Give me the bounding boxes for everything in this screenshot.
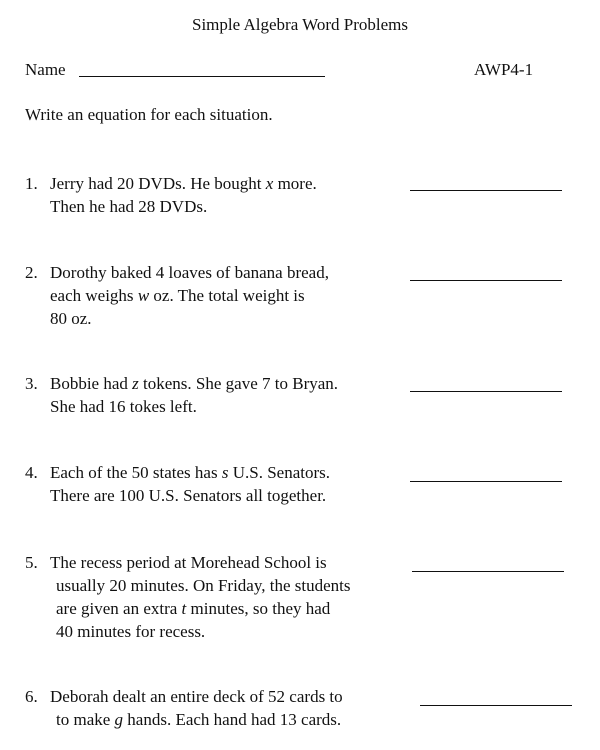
problem-3 [25, 372, 338, 418]
problem-text: There are 100 U.S. Senators all together. [50, 486, 327, 505]
problem-1-line-2 [25, 195, 317, 218]
problem-text: Bobbie had [50, 374, 133, 393]
problem-3-line-1 [25, 372, 338, 395]
variable-symbol: x [265, 174, 274, 193]
problem-text: minutes, so they had [186, 599, 331, 618]
problem-number: 4. [25, 463, 38, 482]
name-label: Name [25, 60, 66, 79]
problem-2-line-3 [25, 307, 329, 330]
variable-symbol: z [132, 374, 139, 393]
name-blank-line [79, 76, 325, 77]
problem-5-line-3 [25, 597, 351, 620]
problem-4-line-1 [25, 461, 330, 484]
problem-text: each weighs [50, 286, 138, 305]
problem-3-line-2 [25, 395, 338, 418]
variable-symbol: g [114, 710, 124, 729]
worksheet-code: AWP4-1 [474, 60, 534, 79]
problem-6-line-2 [25, 708, 343, 731]
problem-number: 6. [25, 687, 38, 706]
problem-6 [25, 685, 343, 731]
problem-text: Each of the 50 states has [50, 463, 222, 482]
problem-text: She had 16 tokes left. [50, 397, 197, 416]
problem-5-line-2 [25, 574, 351, 597]
answer-blank-line-4 [410, 481, 562, 482]
problem-1 [25, 172, 317, 218]
problem-4 [25, 461, 330, 507]
problem-text: tokens. She gave 7 to Bryan. [138, 374, 339, 393]
problem-number: 1. [25, 174, 38, 193]
problem-text: 40 minutes for recess. [56, 622, 206, 641]
problem-text: Then he had 28 DVDs. [50, 197, 208, 216]
problem-6-line-1 [25, 685, 343, 708]
variable-symbol: s [221, 463, 229, 482]
answer-blank-line-2 [410, 280, 562, 281]
problem-text: more. [273, 174, 317, 193]
problem-text: oz. The total weight is [149, 286, 305, 305]
answer-blank-line-1 [410, 190, 562, 191]
problem-number: 2. [25, 263, 38, 282]
problem-text: are given an extra [56, 599, 182, 618]
worksheet-title: Simple Algebra Word Problems [192, 15, 408, 34]
answer-blank-line-5 [412, 571, 564, 572]
problem-number: 3. [25, 374, 38, 393]
problem-2-line-2 [25, 284, 329, 307]
problem-4-line-2 [25, 484, 330, 507]
problem-2 [25, 261, 329, 330]
instructions: Write an equation for each situation. [25, 105, 273, 124]
problem-1-line-1 [25, 172, 317, 195]
problem-5-line-4 [25, 620, 351, 643]
problem-text: Jerry had 20 DVDs. He bought [50, 174, 266, 193]
answer-blank-line-3 [410, 391, 562, 392]
problem-text: hands. Each hand had 13 cards. [123, 710, 342, 729]
problem-text: The recess period at Morehead School is [50, 553, 327, 572]
problem-text: Deborah dealt an entire deck of 52 cards to [50, 687, 343, 706]
problem-text: 80 oz. [50, 309, 92, 328]
variable-symbol: w [137, 286, 150, 305]
problem-text: usually 20 minutes. On Friday, the students [56, 576, 351, 595]
problem-2-line-1 [25, 261, 329, 284]
problem-text: to make [56, 710, 115, 729]
problem-text: Dorothy baked 4 loaves of banana bread, [50, 263, 329, 282]
problem-5-line-1 [25, 551, 351, 574]
problem-number: 5. [25, 553, 38, 572]
problem-5 [25, 551, 351, 643]
variable-symbol: t [181, 599, 187, 618]
problem-text: U.S. Senators. [228, 463, 330, 482]
answer-blank-line-6 [420, 705, 572, 706]
